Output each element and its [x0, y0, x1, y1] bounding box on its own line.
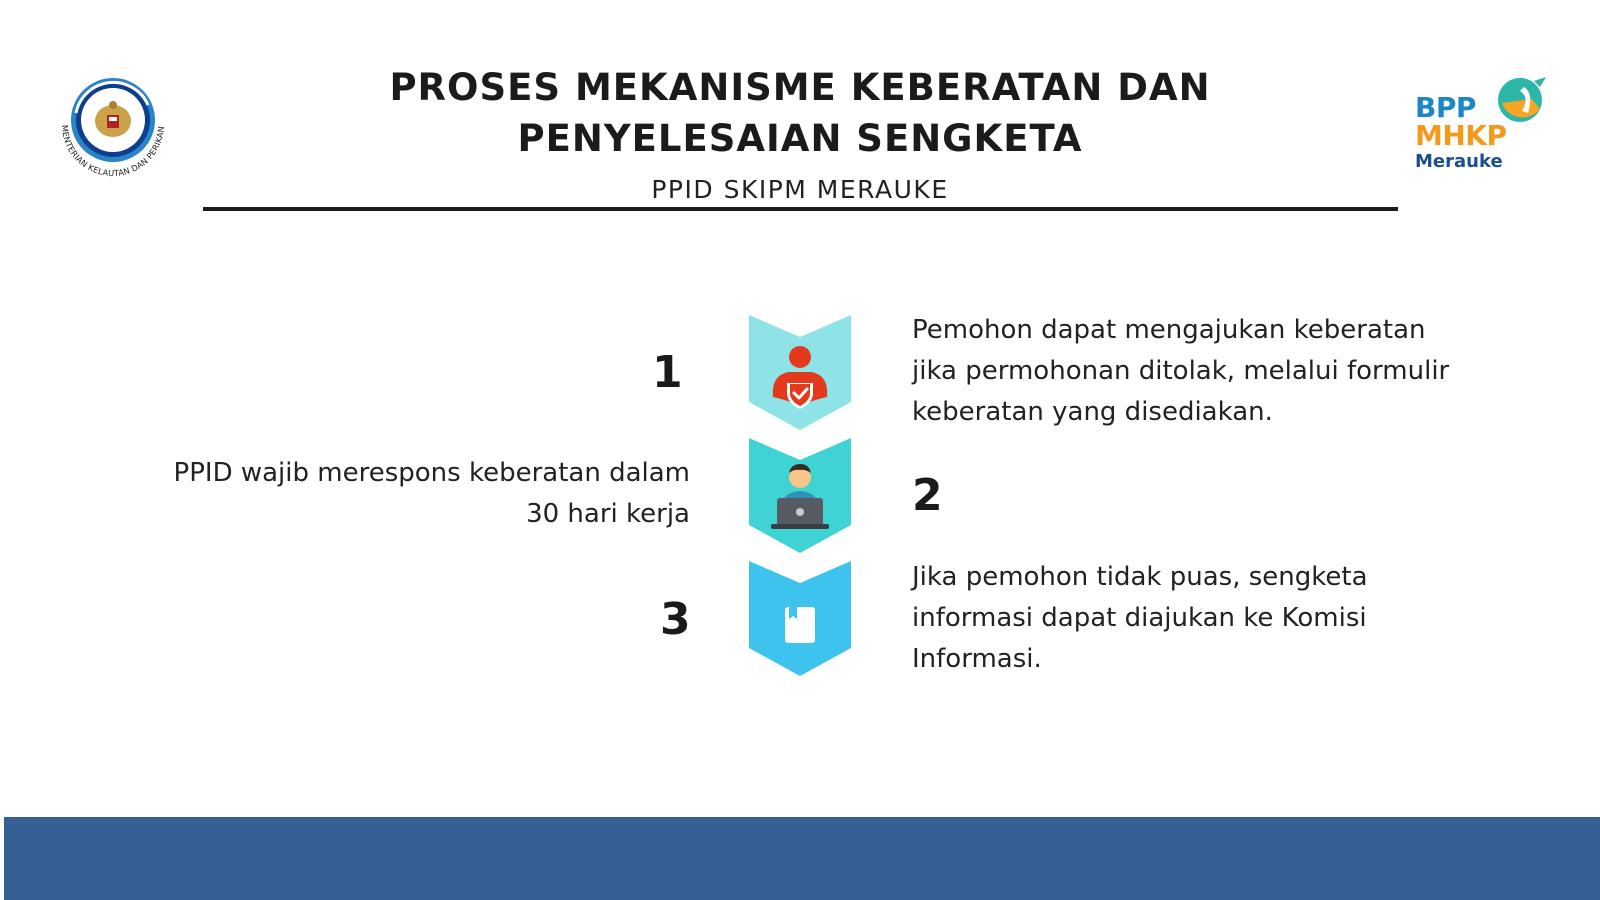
fish-swoosh-icon	[1494, 73, 1548, 125]
title-line-1: PROSES MEKANISME KEBERATAN DAN	[389, 66, 1211, 109]
logo-bpp-text: BPP	[1415, 91, 1476, 124]
kkp-logo-text: MENTERIAN KELAUTAN DAN PERIKAN	[59, 124, 167, 179]
page-subtitle: PPID SKIPM MERAUKE	[651, 175, 949, 204]
footer-bar	[4, 817, 1600, 900]
step-1-chevron	[749, 315, 851, 430]
title-line-2: PENYELESAIAN SENGKETA	[517, 117, 1083, 160]
step-2-chevron	[749, 438, 851, 553]
logo-mhkp-text: MHKP	[1415, 119, 1507, 152]
step-3-number: 3	[660, 594, 691, 645]
step-2-number: 2	[912, 470, 943, 521]
step-1-number: 1	[652, 347, 683, 398]
step-3-chevron	[749, 561, 851, 676]
book-icon	[785, 607, 815, 643]
page-title	[0, 62, 1600, 164]
step-1-text: Pemohon dapat mengajukan keberatan jika permohonan ditolak, melalui formulir keberatan yang disediakan.	[912, 315, 1450, 427]
step-2-text: PPID wajib merespons keberatan dalam 30 hari kerja	[173, 458, 690, 529]
bpp-mhkp-logo	[1410, 73, 1550, 173]
logo-city-text: Merauke	[1415, 151, 1503, 172]
header-divider	[203, 207, 1398, 211]
step-3-text: Jika pemohon tidak puas, sengketa informasi dapat diajukan ke Komisi Informasi.	[912, 562, 1368, 674]
